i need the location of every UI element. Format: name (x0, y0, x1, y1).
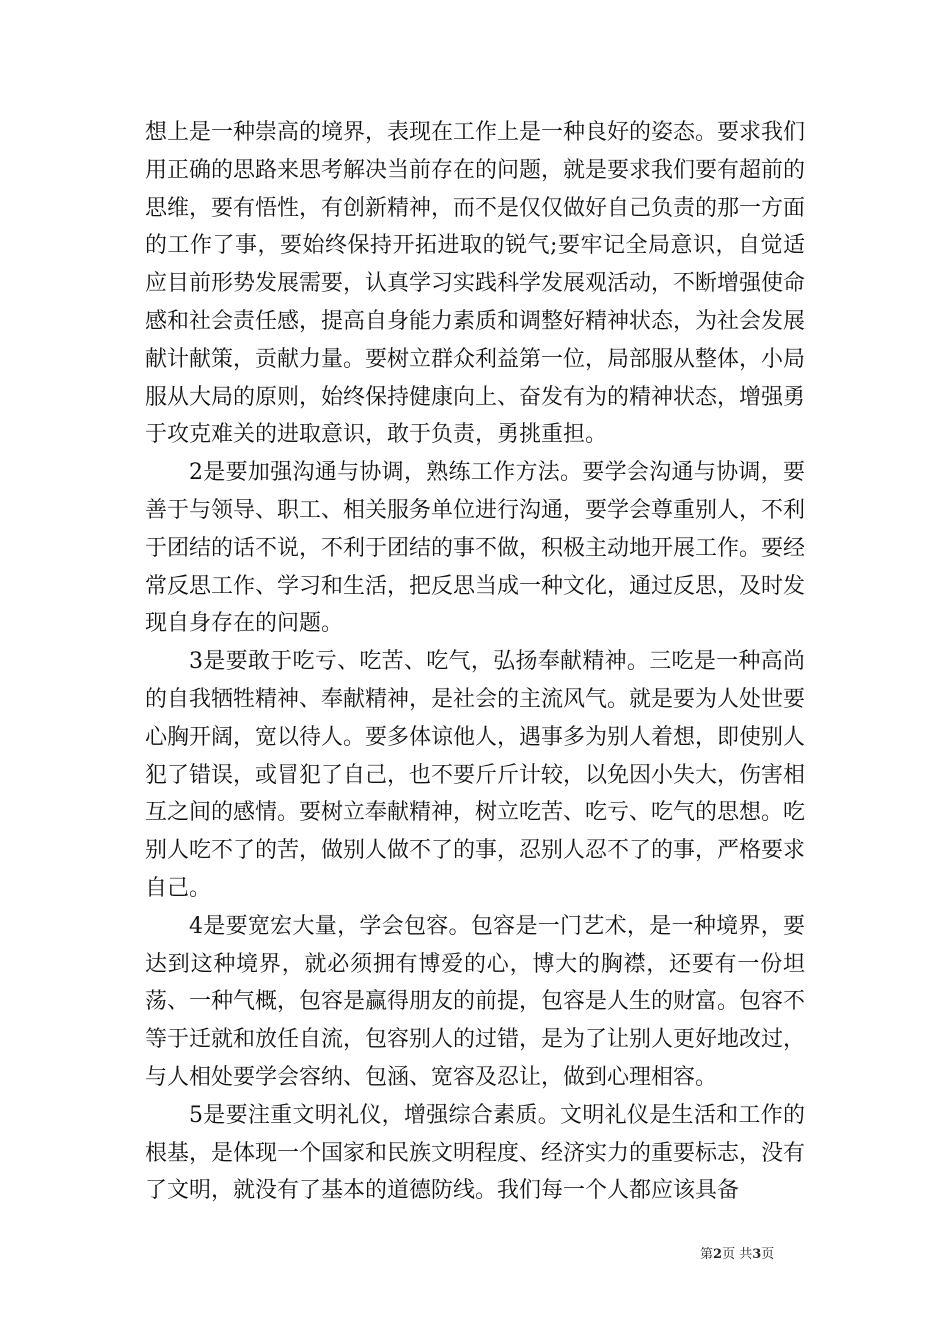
footer-prefix: 第 (700, 1247, 714, 1262)
footer-middle: 页 共 (722, 1247, 753, 1262)
paragraph-point-5: 5是要注重文明礼仪，增强综合素质。文明礼仪是生活和工作的根基，是体现一个国家和民族文明程度、经济实力的重要标志，没有了文明，就没有了基本的道德防线。我们每一个人都应该具备 (145, 1102, 806, 1204)
footer-suffix: 页 (761, 1247, 775, 1262)
paragraph-point-3: 3是要敢于吃亏、吃苦、吃气，弘扬奉献精神。三吃是一种高尚的自我牺牲精神、奉献精神，是社会的主流风气。就是要为人处世要心胸开阔，宽以待人。要多体谅他人，遇事多为别人着想，即使别人犯了错误，或冒犯了自己，也不要斤斤计较，以免因小失大，伤害相互之间的感情。要树立奉献精神，树立吃苦、吃亏、吃气的思想。吃别人吃不了的苦，做别人做不了的事，忍别人忍不了的事，严格要求自己。 (145, 649, 806, 901)
paragraph-point-2: 2是要加强沟通与协调，熟练工作方法。要学会沟通与协调，要善于与领导、职工、相关服务单位进行沟通，要学会尊重别人，不利于团结的话不说，不利于团结的事不做，积极主动地开展工作。要经常反思工作、学习和生活，把反思当成一种文化，通过反思，及时发现自身存在的问题。 (145, 460, 806, 637)
paragraph-continuation: 想上是一种崇高的境界，表现在工作上是一种良好的姿态。要求我们用正确的思路来思考解决当前存在的问题，就是要求我们要有超前的思维，要有悟性，有创新精神，而不是仅仅做好自己负责的那一方面的工作了事，要始终保持开拓进取的锐气;要牢记全局意识，自觉适应目前形势发展需要，认真学习实践科学发展观活动，不断增强使命感和社会责任感，提高自身能力素质和调整好精神状态，为社会发展献计献策，贡献力量。要树立群众利益第一位，局部服从整体，小局服从大局的原则，始终保持健康向上、奋发有为的精神状态，增强勇于攻克难关的进取意识，敢于负责，勇挑重担。 (145, 120, 806, 448)
footer-current-page: 2 (713, 1247, 723, 1262)
footer-total-pages: 3 (752, 1247, 762, 1262)
paragraph-point-4: 4是要宽宏大量，学会包容。包容是一门艺术，是一种境界，要达到这种境界，就必须拥有博爱的心，博大的胸襟，还要有一份坦荡、一种气概，包容是赢得朋友的前提，包容是人生的财富。包容不等于迁就和放任自流，包容别人的过错，是为了让别人更好地改过，与人相处要学会容纳、包涵、宽容及忍让，做到心理相容。 (145, 913, 806, 1090)
page-footer (700, 1247, 774, 1263)
document-body (145, 114, 805, 1210)
